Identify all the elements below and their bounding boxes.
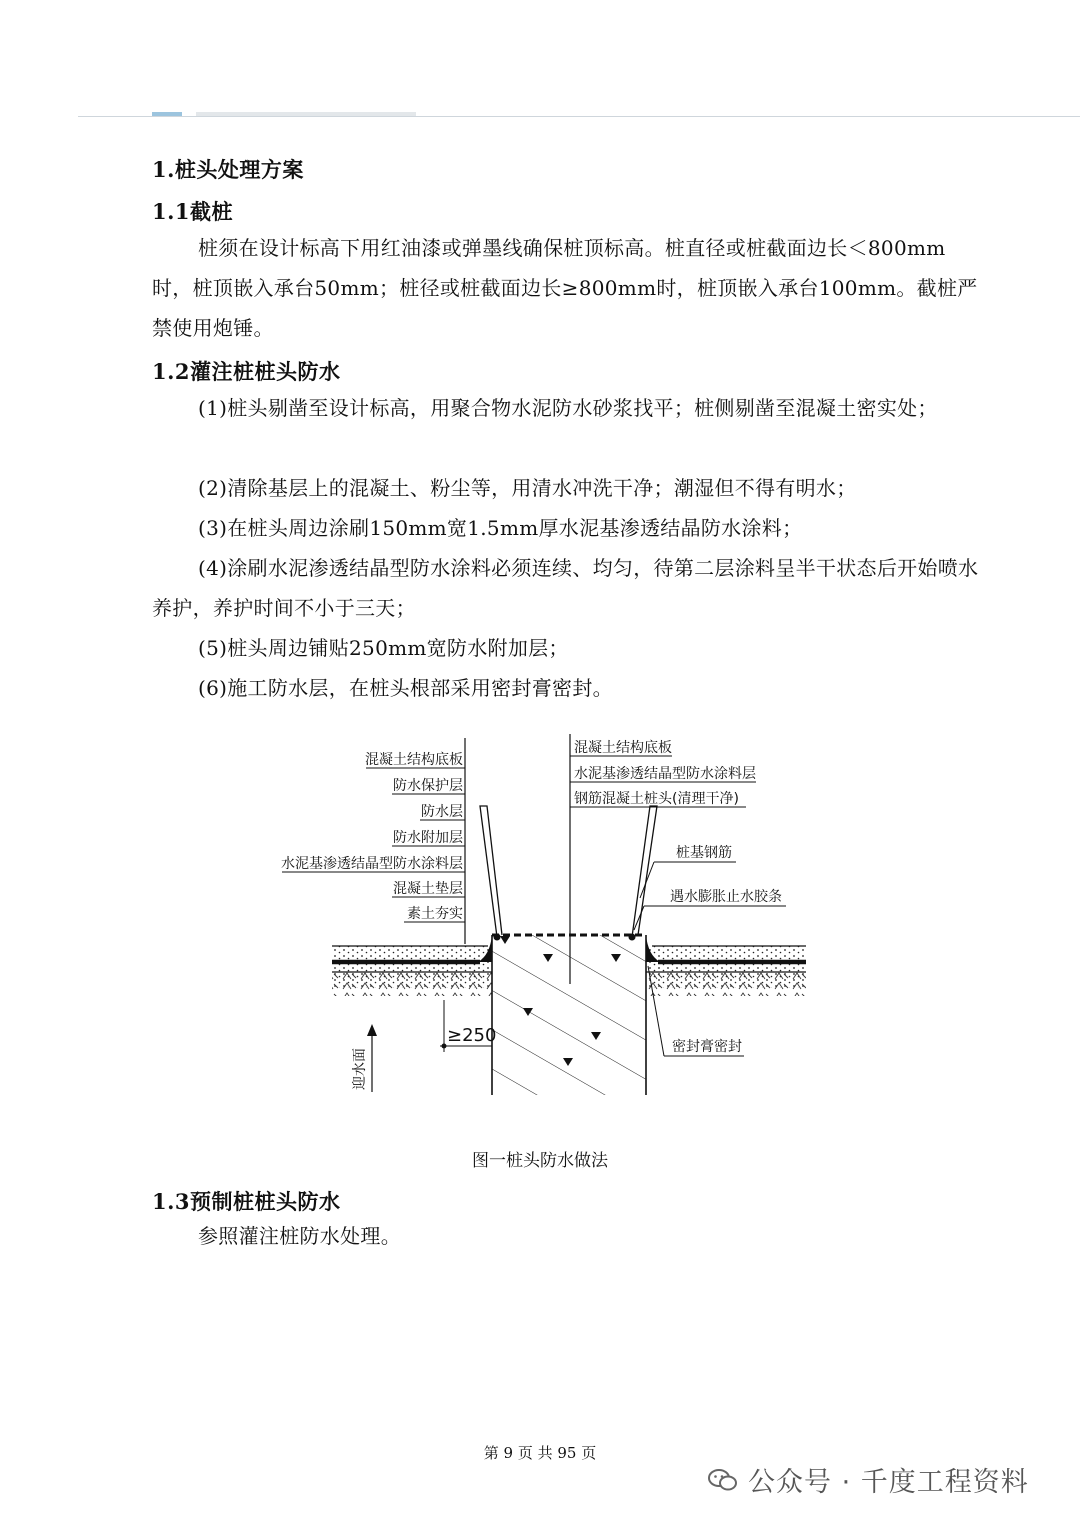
wechat-icon [708, 1468, 738, 1492]
step-1: (1)桩头剔凿至设计标高，用聚合物水泥防水砂浆找平；桩侧剔凿至混凝土密实处； [198, 396, 938, 420]
label-water-face: 迎水面 [352, 1048, 368, 1090]
figure-caption: 图一桩头防水做法 [472, 1151, 608, 1171]
watermark [708, 1460, 1029, 1499]
step-3: (3)在桩头周边涂刷150mm宽1.5mm厚水泥基渗透结晶防水涂料； [198, 516, 803, 540]
header-text-faded [196, 112, 416, 116]
label-structural-slab: 混凝土结构底板 [365, 752, 463, 768]
paragraph-cut-pile: 桩须在设计标高下用红油漆或弹墨线确保桩顶标高。桩直径或桩截面边长＜800mm时，桩顶嵌入承台50mm；桩径或桩截面边长≥800mm时，桩顶嵌入承台100mm。截桩严禁使用炮锤。 [152, 236, 978, 340]
label-pile-rebar: 桩基钢筋 [676, 845, 732, 861]
pile-waterproof-diagram [278, 724, 818, 1104]
label-swelling-strip: 遇水膨胀止水胶条 [670, 889, 782, 905]
label-pile-head: 钢筋混凝土桩头(清理干净) [574, 791, 739, 807]
label-crystalline-coating: 水泥基渗透结晶型防水涂料层 [281, 856, 463, 872]
label-cushion-layer: 混凝土垫层 [393, 881, 463, 897]
heading-cut-pile: 1.1截桩 [152, 199, 234, 224]
water-face-arrow-icon [367, 1024, 377, 1036]
step-4: (4)涂刷水泥渗透结晶型防水涂料必须连续、均匀，待第二层涂料呈半干状态后开始喷水养护，养护时间不小于三天； [152, 556, 979, 620]
step-2: (2)清除基层上的混凝土、粉尘等，用清水冲洗干净；潮湿但不得有明水； [198, 476, 857, 500]
page-number: 第 9 页 共 95 页 [483, 1444, 597, 1462]
heading-pile-head-treatment: 1.桩头处理方案 [152, 157, 304, 182]
step-6: (6)施工防水层，在桩头根部采用密封膏密封。 [198, 676, 613, 700]
heading-cast-pile-waterproof: 1.2灌注桩桩头防水 [152, 359, 341, 384]
label-top-coating: 水泥基渗透结晶型防水涂料层 [574, 766, 756, 782]
label-sealant: 密封膏密封 [672, 1039, 742, 1055]
label-compacted-soil: 素土夯实 [407, 906, 463, 922]
label-top-slab: 混凝土结构底板 [574, 740, 672, 756]
label-waterproof-layer: 防水层 [421, 804, 463, 820]
paragraph-precast: 参照灌注桩防水处理。 [198, 1224, 401, 1248]
header-rule [78, 116, 1080, 117]
label-protection-layer: 防水保护层 [393, 778, 463, 794]
label-additional-layer: 防水附加层 [393, 830, 463, 846]
dimension-label: ≥250 [447, 1025, 497, 1046]
step-5: (5)桩头周边铺贴250mm宽防水附加层； [198, 636, 569, 660]
header-mark [152, 112, 182, 116]
heading-precast-pile-waterproof: 1.3预制桩桩头防水 [152, 1189, 341, 1214]
watermark-text: 公众号 · 千度工程资料 [748, 1467, 1029, 1498]
